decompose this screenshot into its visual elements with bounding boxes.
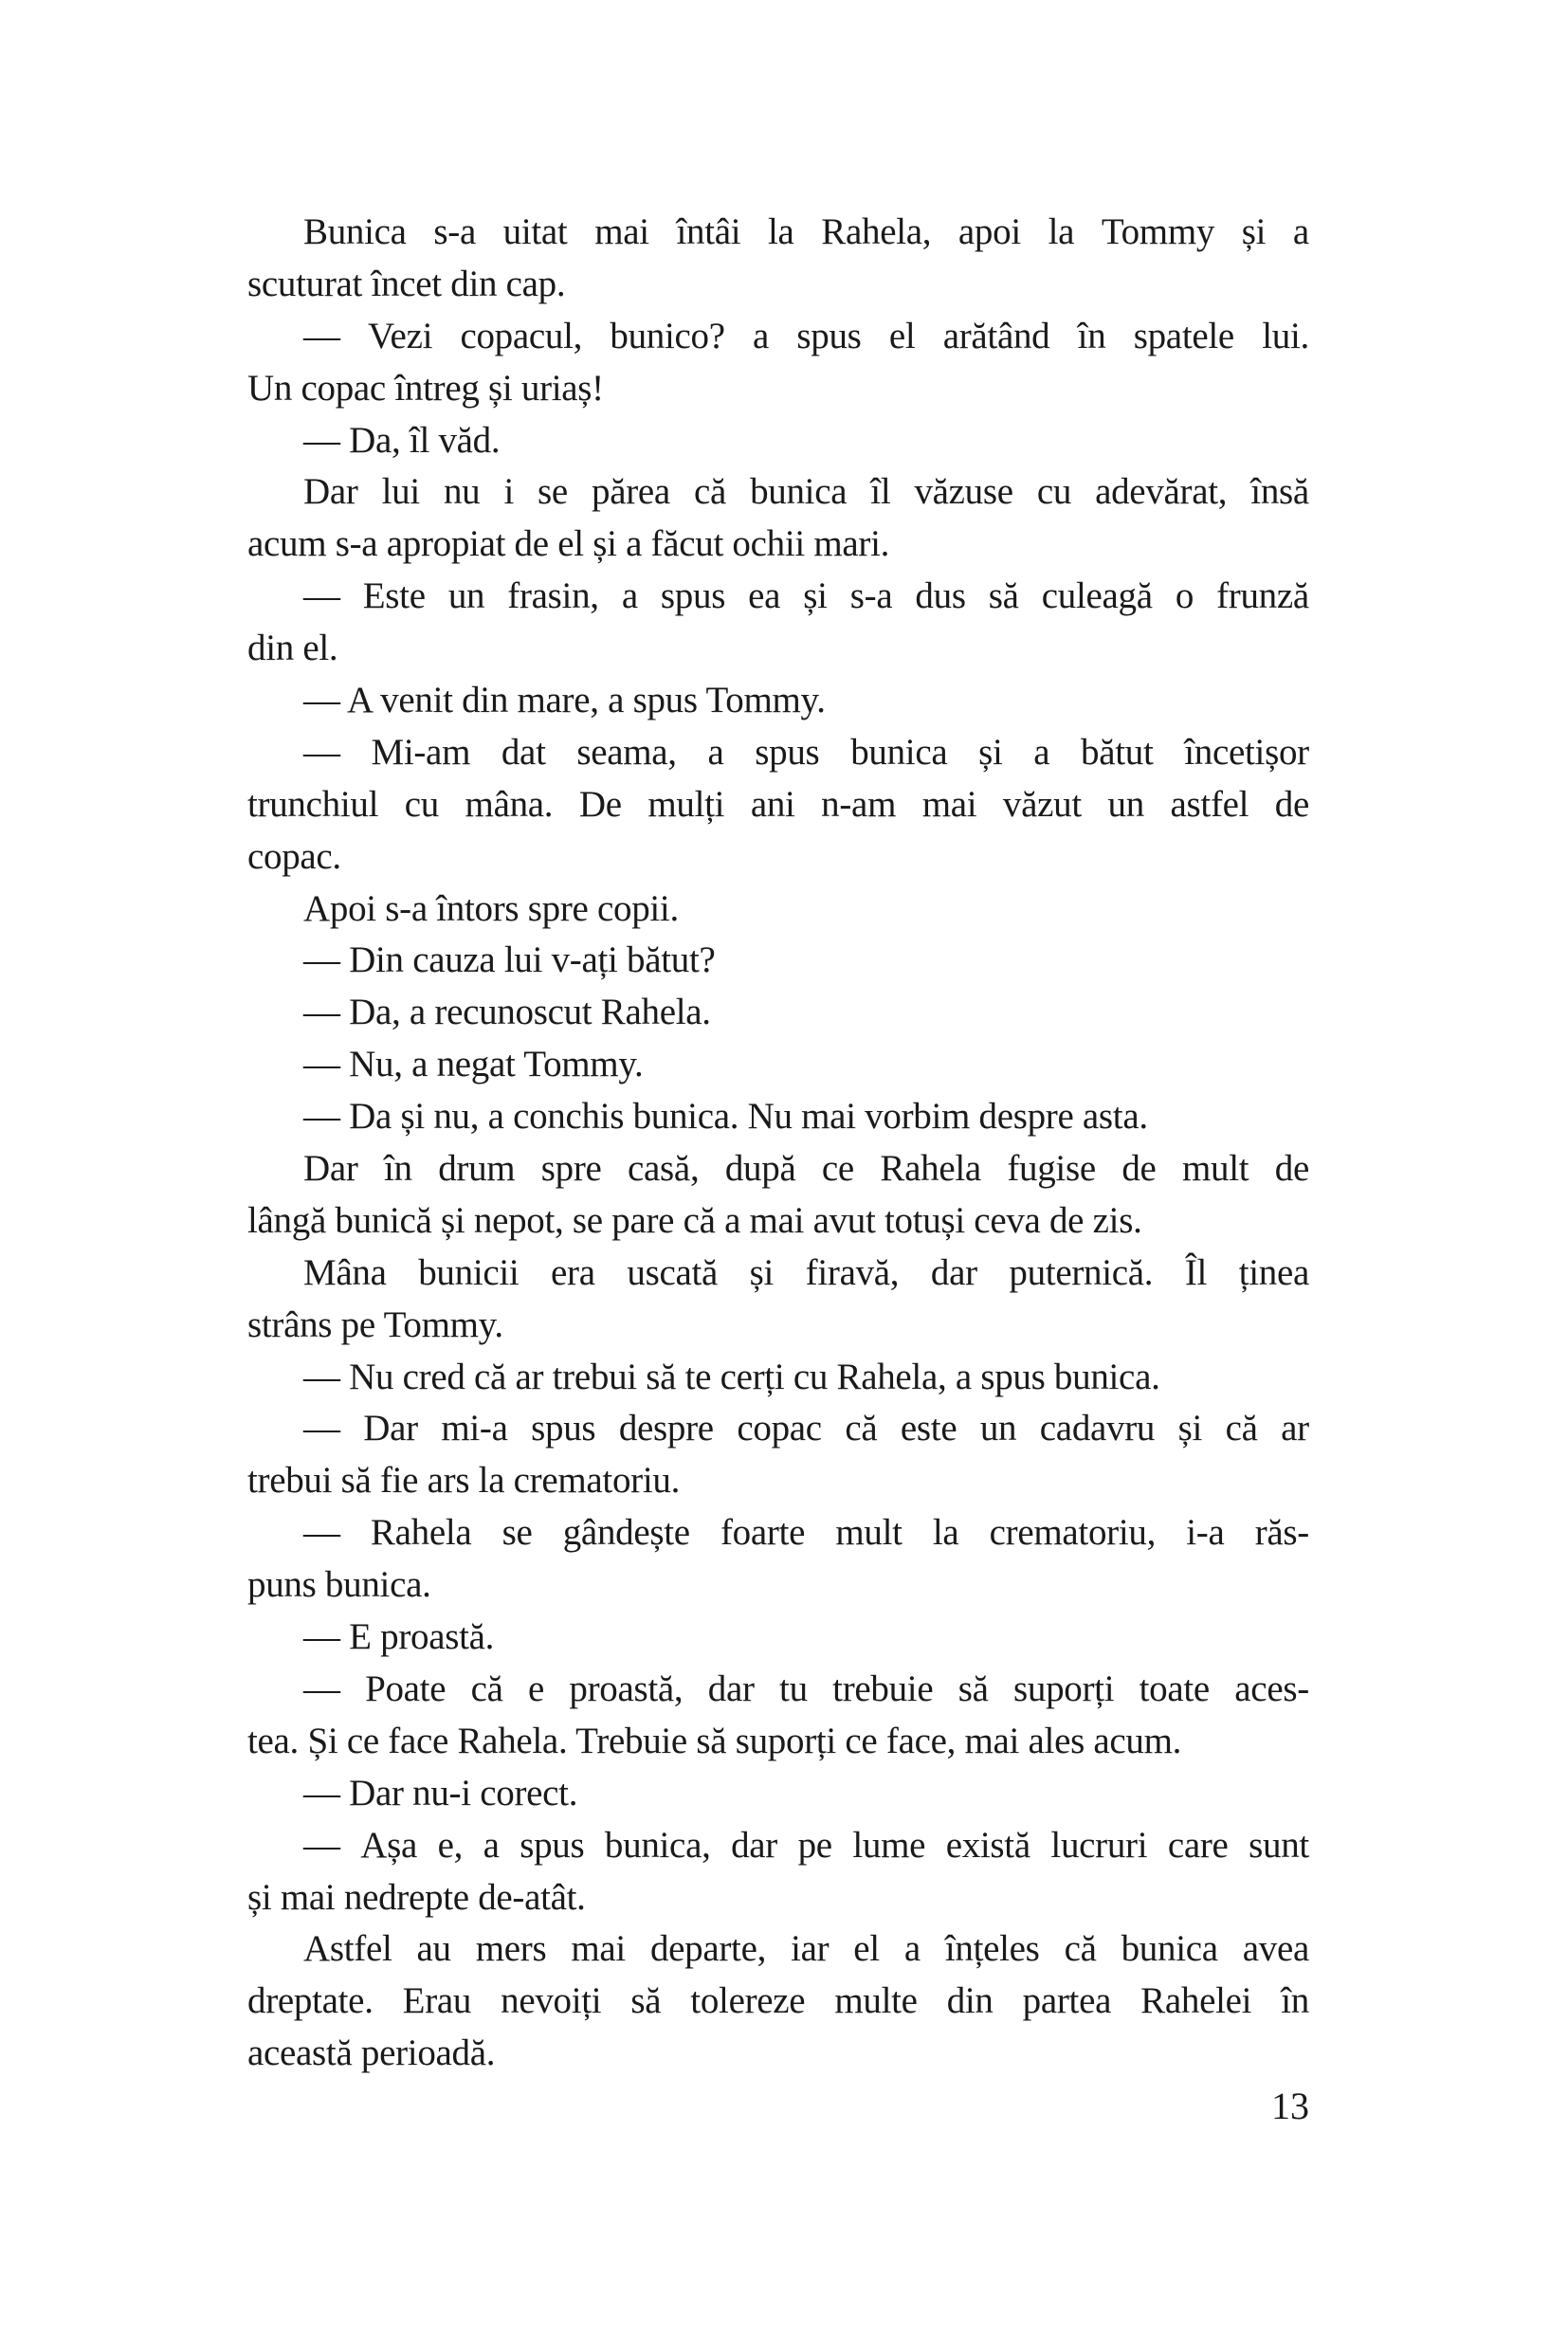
word: de: [1274, 783, 1309, 825]
word: el: [888, 315, 916, 356]
word: spatele: [1133, 315, 1234, 356]
word: să: [630, 1980, 662, 2022]
word: Tommy: [1101, 211, 1215, 252]
word: De: [578, 783, 622, 825]
text-line: — E proastă.: [303, 1616, 495, 1658]
word: mult: [835, 1512, 903, 1554]
text-line: și mai nedrepte de-atât.: [247, 1876, 586, 1918]
word: fugise: [1007, 1148, 1096, 1190]
text-line: Un copac întreg și uriaș!: [247, 367, 604, 409]
word: lume: [852, 1824, 926, 1866]
word: dar: [707, 1668, 755, 1709]
word: încetișor: [1184, 731, 1309, 773]
word: Dar: [303, 471, 358, 513]
word: și: [1241, 211, 1267, 252]
text-line: puns bunica.: [247, 1564, 431, 1606]
body-text: [247, 207, 1309, 2080]
word: Rahela: [880, 1148, 981, 1190]
word: că: [1225, 1408, 1258, 1449]
word: bunica,: [604, 1824, 711, 1866]
word: Mâna: [303, 1251, 387, 1293]
word: tolereze: [690, 1980, 806, 2022]
word: înțeles: [944, 1928, 1040, 1970]
word: copac: [737, 1408, 822, 1449]
word: că: [693, 471, 727, 513]
word: lui: [381, 471, 420, 513]
word: s-a: [849, 575, 893, 617]
word: era: [551, 1251, 595, 1293]
word: ar: [1281, 1408, 1309, 1449]
word: că: [470, 1668, 503, 1709]
text-line: [247, 1143, 1309, 1195]
word: Vezi: [368, 315, 433, 356]
word: se: [501, 1512, 533, 1554]
word: văzut: [1002, 783, 1082, 825]
word: mai: [571, 1928, 626, 1970]
word: Bunica: [303, 211, 407, 252]
word: au: [416, 1928, 451, 1970]
word: pe: [797, 1824, 832, 1866]
text-line: scuturat încet din cap.: [247, 263, 566, 304]
text-line: trebui să fie ars la crematoriu.: [247, 1460, 681, 1502]
word: mâna.: [465, 783, 554, 825]
word: Este: [362, 575, 426, 617]
word: departe,: [649, 1928, 767, 1970]
text-line: [247, 466, 1309, 519]
word: Dar: [363, 1408, 418, 1449]
word: gândește: [562, 1512, 690, 1554]
word: —: [303, 731, 340, 773]
text-line: — Da, îl văd.: [303, 419, 501, 461]
word: trebuie: [832, 1668, 934, 1709]
word: dar: [731, 1824, 777, 1866]
word: și: [978, 731, 1003, 773]
word: multe: [834, 1980, 918, 2022]
word: de: [1121, 1148, 1157, 1190]
word: a: [621, 575, 638, 617]
text-line: — A venit din mare, a spus Tommy.: [303, 680, 826, 721]
word: un: [979, 1408, 1017, 1449]
text-line: — Din cauza lui v-ați bătut?: [303, 939, 716, 981]
word: lucruri: [1050, 1824, 1148, 1866]
word: ținea: [1238, 1251, 1309, 1293]
text-line: din el.: [247, 628, 338, 669]
word: apoi: [957, 211, 1021, 252]
word: bunico?: [610, 315, 725, 356]
word: întâi: [676, 211, 741, 252]
word: a: [1292, 211, 1309, 252]
word: să: [988, 575, 1019, 617]
word: mai: [921, 783, 977, 825]
word: mers: [475, 1928, 547, 1970]
word: spus: [796, 315, 862, 356]
text-line: acum s-a apropiat de el și a făcut ochii mari.: [247, 523, 890, 565]
word: mult: [1181, 1148, 1249, 1190]
word: adevărat,: [1095, 471, 1228, 513]
word: —: [303, 1824, 340, 1866]
text-line: [247, 1820, 1309, 1872]
text-line: [247, 1403, 1309, 1455]
word: avea: [1242, 1928, 1309, 1970]
word: Așa: [360, 1824, 418, 1866]
word: cu: [404, 783, 439, 825]
word: Erau: [402, 1980, 472, 2022]
word: uitat: [502, 211, 568, 252]
word: mai: [594, 211, 649, 252]
word: în: [384, 1148, 412, 1190]
word: bunica: [750, 471, 848, 513]
word: i: [503, 471, 514, 513]
word: tu: [779, 1668, 808, 1709]
word: din: [946, 1980, 994, 2022]
text-line: strâns pe Tommy.: [247, 1303, 503, 1345]
word: nu: [443, 471, 481, 513]
word: bătut: [1081, 731, 1154, 773]
word: după: [724, 1148, 796, 1190]
word: s-a: [433, 211, 476, 252]
word: și: [749, 1251, 775, 1293]
word: și: [1177, 1408, 1203, 1449]
word: puternică.: [1009, 1251, 1154, 1293]
word: seama,: [576, 731, 677, 773]
word: există: [945, 1824, 1030, 1866]
word: proastă,: [569, 1668, 684, 1709]
word: Dar: [303, 1148, 358, 1190]
word: dus: [915, 575, 966, 617]
word: a: [903, 1928, 921, 1970]
word: copacul,: [460, 315, 583, 356]
word: că: [1064, 1928, 1097, 1970]
word: Mi-am: [371, 731, 471, 773]
word: drum: [438, 1148, 516, 1190]
word: la: [1048, 211, 1075, 252]
word: frasin,: [507, 575, 599, 617]
word: dar: [930, 1251, 977, 1293]
word: se: [538, 471, 568, 513]
word: Rahela: [370, 1512, 472, 1554]
word: suporți: [1013, 1668, 1115, 1709]
text-line: tea. Și ce face Rahela. Trebuie să suporți ce face, mai ales acum.: [247, 1720, 1182, 1761]
word: el: [853, 1928, 880, 1970]
text-line: — Da, a recunoscut Rahela.: [303, 992, 711, 1033]
word: partea: [1022, 1980, 1112, 2022]
word: Astfel: [303, 1928, 392, 1970]
text-line: [247, 1923, 1309, 1976]
word: văzuse: [914, 471, 1013, 513]
word: iar: [791, 1928, 830, 1970]
word: ea: [748, 575, 781, 617]
text-line: — Nu, a negat Tommy.: [303, 1044, 644, 1085]
word: un: [1107, 783, 1144, 825]
word: a: [707, 731, 724, 773]
text-line: [247, 1976, 1309, 2028]
text-line: [247, 1664, 1309, 1716]
word: în: [1281, 1980, 1309, 2022]
word: un: [447, 575, 485, 617]
word: culeagă: [1041, 575, 1153, 617]
word: dreptate.: [247, 1980, 374, 2022]
word: părea: [592, 471, 670, 513]
text-line: [247, 1248, 1309, 1300]
word: însă: [1250, 471, 1309, 513]
word: Îl: [1184, 1251, 1208, 1293]
word: despre: [618, 1408, 714, 1449]
word: Poate: [365, 1668, 447, 1709]
word: bunica: [1121, 1928, 1218, 1970]
word: spus: [531, 1408, 596, 1449]
word: uscată: [627, 1251, 719, 1293]
text-line: — Dar nu-i corect.: [303, 1772, 578, 1813]
word: e: [528, 1668, 545, 1709]
word: aces-: [1234, 1668, 1309, 1709]
word: mulți: [647, 783, 725, 825]
word: la: [768, 211, 794, 252]
word: răs-: [1254, 1512, 1309, 1554]
word: spus: [520, 1824, 585, 1866]
word: să: [957, 1668, 989, 1709]
word: bunica: [850, 731, 948, 773]
text-line: această perioadă.: [247, 2032, 496, 2074]
text-line: copac.: [247, 835, 341, 877]
word: dat: [501, 731, 546, 773]
word: —: [303, 315, 340, 356]
word: și: [803, 575, 828, 617]
word: —: [303, 1668, 340, 1709]
word: casă,: [628, 1148, 700, 1190]
word: cadavru: [1039, 1408, 1156, 1449]
word: bunicii: [418, 1251, 520, 1293]
word: —: [303, 1408, 340, 1449]
word: astfel: [1170, 783, 1249, 825]
word: spus: [660, 575, 726, 617]
text-line: [247, 779, 1309, 831]
word: a: [483, 1824, 500, 1866]
text-line: Apoi s-a întors spre copii.: [303, 887, 679, 929]
word: firavă,: [805, 1251, 900, 1293]
word: arătând: [942, 315, 1050, 356]
word: îl: [870, 471, 891, 513]
word: nevoiți: [501, 1980, 602, 2022]
word: spus: [755, 731, 820, 773]
word: Rahelei: [1140, 1980, 1252, 2022]
word: Rahela,: [821, 211, 932, 252]
word: este: [900, 1408, 957, 1449]
word: n-am: [821, 783, 897, 825]
word: trunchiul: [247, 783, 379, 825]
word: crematoriu,: [989, 1512, 1157, 1554]
text-line: [247, 207, 1309, 259]
text-line: — Da și nu, a conchis bunica. Nu mai vorbim despre asta.: [303, 1096, 1148, 1138]
text-line: [247, 311, 1309, 363]
word: în: [1077, 315, 1106, 356]
word: la: [932, 1512, 959, 1554]
text-line: lângă bunică și nepot, se pare că a mai avut totuși ceva de zis.: [247, 1199, 1142, 1241]
word: că: [845, 1408, 878, 1449]
word: frunză: [1216, 575, 1309, 617]
word: i-a: [1186, 1512, 1225, 1554]
word: —: [303, 575, 340, 617]
word: sunt: [1249, 1824, 1309, 1866]
text-line: [247, 571, 1309, 623]
page-number: 13: [1271, 2085, 1309, 2127]
word: ce: [821, 1148, 854, 1190]
word: de: [1274, 1148, 1309, 1190]
word: care: [1167, 1824, 1229, 1866]
word: spre: [540, 1148, 602, 1190]
word: e,: [437, 1824, 464, 1866]
text-line: [247, 1507, 1309, 1559]
word: foarte: [720, 1512, 806, 1554]
text-line: [247, 727, 1309, 779]
word: ani: [750, 783, 795, 825]
word: a: [753, 315, 770, 356]
word: lui.: [1262, 315, 1309, 356]
word: a: [1033, 731, 1050, 773]
word: o: [1175, 575, 1194, 617]
word: toate: [1139, 1668, 1210, 1709]
word: mi-a: [441, 1408, 508, 1449]
word: —: [303, 1512, 340, 1554]
word: cu: [1036, 471, 1072, 513]
text-line: — Nu cred că ar trebui să te cerți cu Rahela, a spus bunica.: [303, 1356, 1160, 1397]
